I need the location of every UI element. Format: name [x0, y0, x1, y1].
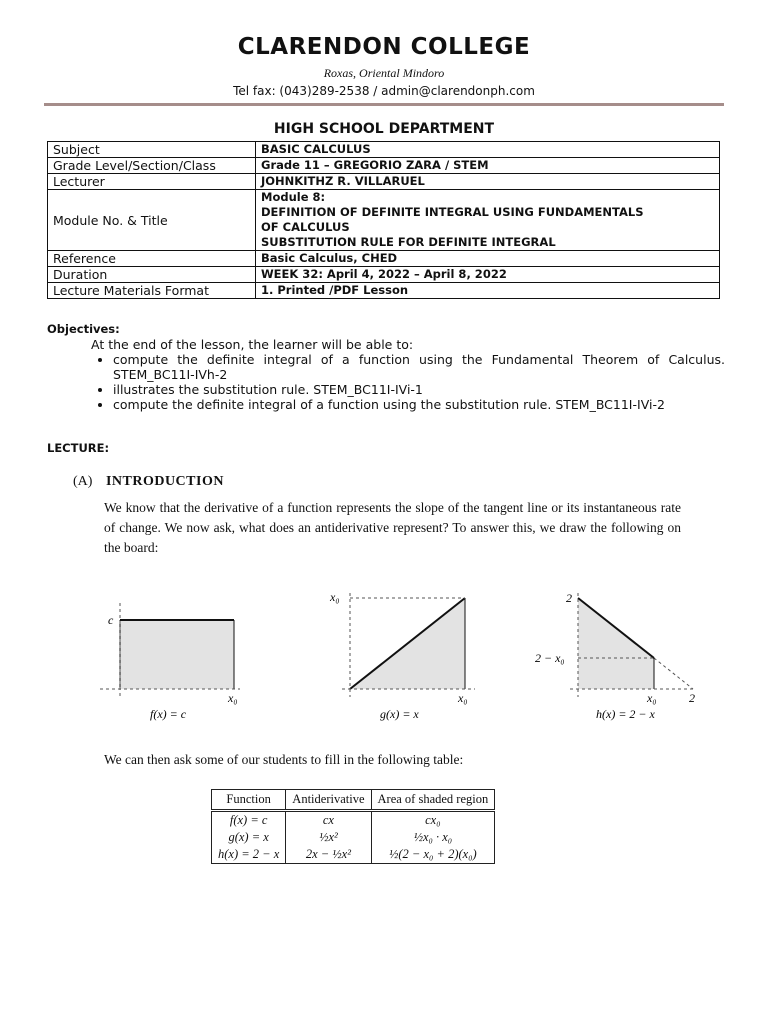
objectives-section	[47, 322, 725, 412]
table-cell: ½x₀ · x₀	[371, 829, 495, 846]
info-value: Grade 11 – GREGORIO ZARA / STEM	[256, 158, 720, 174]
college-contact: Tel fax: (043)289-2538 / admin@clarendonph.com	[233, 84, 535, 98]
info-value: WEEK 32: April 4, 2022 – April 8, 2022	[256, 267, 720, 283]
info-label: Module No. & Title	[48, 190, 256, 251]
antiderivative-table	[211, 789, 495, 864]
introduction-paragraph: We know that the derivative of a function represents the slope of the tangent line or its instantaneous rate of change. We now ask, what does an antiderivative represent? To answer this, we draw the following on the board:	[104, 500, 681, 555]
objective-item: • compute the definite integral of a function using the substitution rule. STEM_BC11I-IVi-2	[113, 397, 725, 412]
top-label: 2	[566, 591, 572, 605]
table-header-row	[212, 790, 495, 811]
table-cell: cx	[286, 811, 371, 830]
column-header: Area of shaded region	[371, 790, 495, 811]
info-row-format	[48, 283, 720, 299]
table-cell: ½(2 − x₀ + 2)(x₀)	[371, 846, 495, 864]
info-value: 1. Printed /PDF Lesson	[256, 283, 720, 299]
table-cell: h(x) = 2 − x	[212, 846, 286, 864]
figure-linear-function	[535, 591, 695, 721]
department-title: HIGH SCHOOL DEPARTMENT	[273, 121, 495, 137]
mid-label: 2 − x₀	[535, 651, 565, 665]
function-extension	[654, 658, 693, 689]
section-number: (A)	[73, 474, 93, 489]
info-label: Lecture Materials Format	[48, 283, 256, 299]
column-header: Antiderivative	[286, 790, 371, 811]
info-row-module	[48, 190, 720, 251]
info-value: Basic Calculus, CHED	[256, 251, 720, 267]
figure-constant-function	[100, 603, 240, 721]
info-label: Grade Level/Section/Class	[48, 158, 256, 174]
header-divider	[44, 103, 724, 106]
figure-caption: h(x) = 2 − x	[596, 707, 655, 721]
x0-label: x₀	[228, 691, 238, 705]
table-cell: 2x − ½x²	[286, 846, 371, 864]
x0-label: x₀	[458, 691, 468, 705]
figure-caption: g(x) = x	[380, 707, 419, 721]
objective-item: • compute the definite integral of a function using the Fundamental Theorem of Calculus. STEM_BC11I-IVh-2	[113, 352, 725, 382]
info-value: BASIC CALCULUS	[256, 142, 720, 158]
info-row-lecturer	[48, 174, 720, 190]
table-cell: f(x) = c	[212, 811, 286, 830]
objectives-intro: At the end of the lesson, the learner will be able to:	[91, 337, 414, 352]
objectives-list	[47, 352, 725, 412]
area-figures	[80, 585, 720, 730]
course-info-table	[47, 141, 720, 299]
table-row	[212, 811, 495, 830]
info-label: Reference	[48, 251, 256, 267]
c-label: c	[108, 613, 114, 627]
table-cell: g(x) = x	[212, 829, 286, 846]
introduction-heading	[73, 474, 224, 490]
college-name: CLARENDON COLLEGE	[237, 34, 531, 60]
x0-top-label: x₀	[330, 590, 340, 604]
table-cell: cx₀	[371, 811, 495, 830]
info-row-reference	[48, 251, 720, 267]
info-row-duration	[48, 267, 720, 283]
table-cell: ½x²	[286, 829, 371, 846]
info-value: JOHNKITHZ R. VILLARUEL	[256, 174, 720, 190]
table-intro: We can then ask some of our students to fill in the following table:	[104, 752, 464, 767]
info-label: Duration	[48, 267, 256, 283]
objective-item: • illustrates the substitution rule. STEM_BC11I-IVi-1	[113, 382, 725, 397]
module-title-line: SUBSTITUTION RULE FOR DEFINITE INTEGRAL	[261, 235, 556, 249]
x0-label: x₀	[647, 691, 657, 705]
info-label: Lecturer	[48, 174, 256, 190]
table-row	[212, 846, 495, 864]
objectives-heading: Objectives:	[47, 322, 120, 336]
module-number: Module 8:	[261, 190, 326, 204]
section-title: INTRODUCTION	[105, 474, 224, 489]
info-row-grade	[48, 158, 720, 174]
shaded-region	[578, 598, 654, 689]
lecture-heading: LECTURE:	[47, 441, 110, 455]
shaded-region	[120, 620, 234, 689]
info-label: Subject	[48, 142, 256, 158]
column-header: Function	[212, 790, 286, 811]
info-value-module	[256, 190, 720, 251]
figure-caption: f(x) = c	[150, 707, 187, 721]
table-row	[212, 829, 495, 846]
module-title-line: DEFINITION OF DEFINITE INTEGRAL USING FUNDAMENTALS	[261, 205, 644, 219]
college-location: Roxas, Oriental Mindoro	[323, 66, 445, 80]
module-title-line: OF CALCULUS	[261, 220, 350, 234]
info-row-subject	[48, 142, 720, 158]
two-label: 2	[689, 691, 695, 705]
figure-identity-function	[329, 590, 475, 721]
